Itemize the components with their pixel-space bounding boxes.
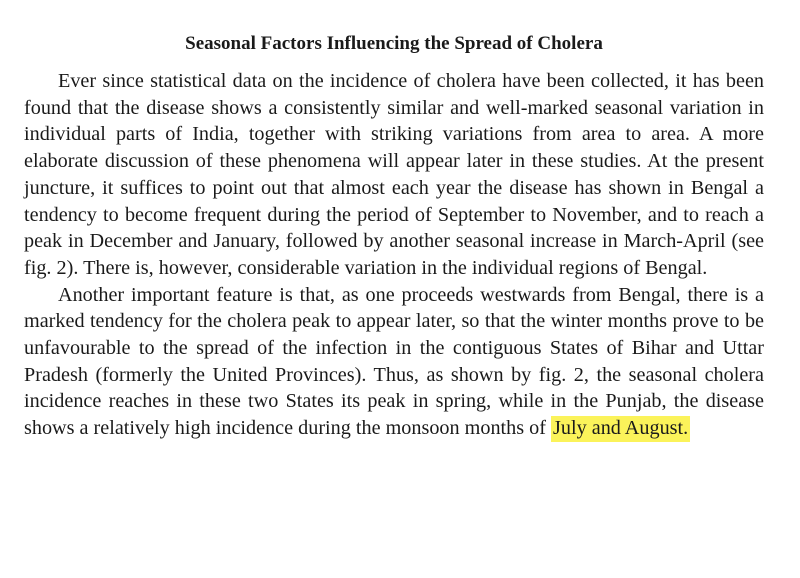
paragraph-seasonal-variation: Ever since statistical data on the incidence of cholera have been collected, it has been found that the disease shows a consistently similar and well-marked seasonal variation in individual parts of India, together with striking variations from area to area. A more elaborate discussion of these phenomena will appear later in these studies. At the present juncture, it suffices to point out that almost each year the disease has shown in Bengal a tendency to become frequent during the period of September to November, and to reach a peak in December and January, followed by another seasonal increase in March-April (see fig. 2). There is, however, considerable variation in the individual regions of Bengal.	[24, 70, 764, 279]
paragraph-westward-shift	[24, 282, 764, 442]
section-heading: Seasonal Factors Influencing the Spread of Cholera	[185, 33, 603, 54]
highlighted-text: July and August.	[551, 416, 690, 442]
document-page	[24, 30, 764, 442]
paragraph-westward-shift-text: Another important feature is that, as one proceeds westwards from Bengal, there is a marked tendency for the cholera peak to appear later, so that the winter months prove to be unfavourable to the spread of the infection in the contiguous States of Bihar and Uttar Pradesh (formerly the United Provinces). Thus, as shown by fig. 2, the seasonal cholera incidence reaches in these two States its peak in spring, while in the Punjab, the disease shows a relatively high incidence during the monsoon months of	[24, 283, 764, 440]
